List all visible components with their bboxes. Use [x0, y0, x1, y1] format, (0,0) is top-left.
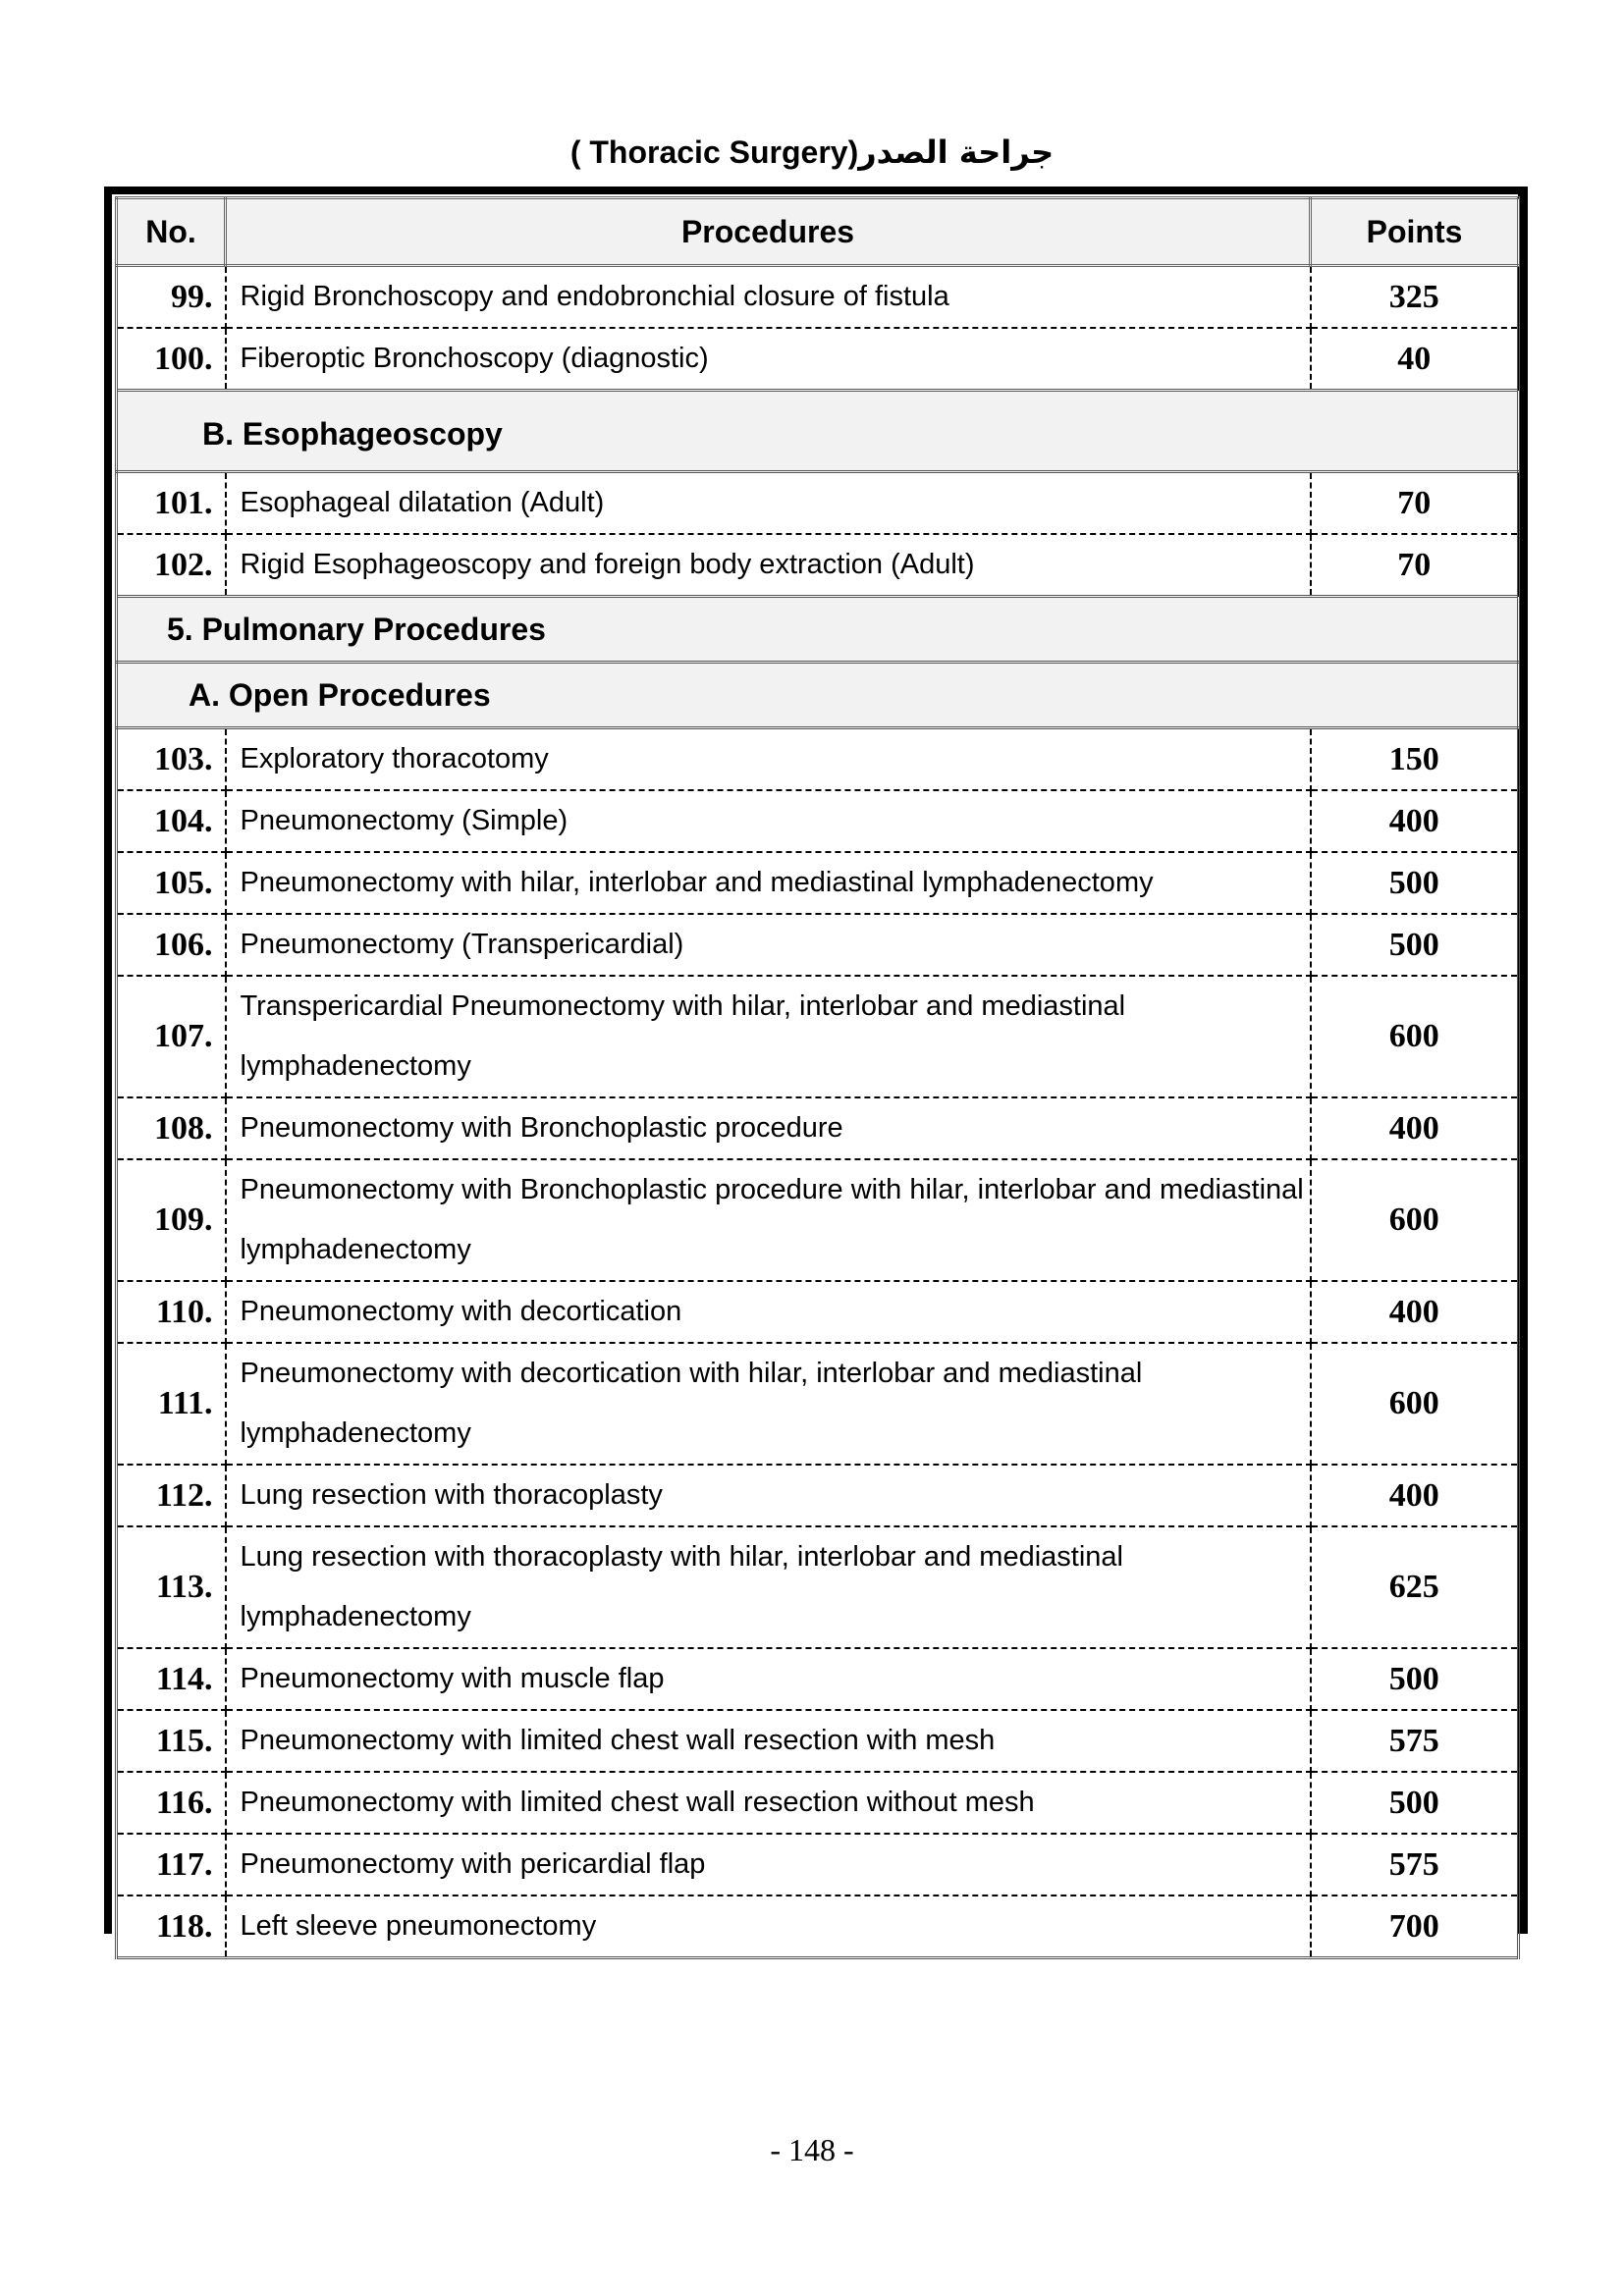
table-row [117, 1097, 1519, 1159]
section-row-pulmonary-procedures [117, 597, 1519, 663]
row-procedure: Pneumonectomy with pericardial flap [226, 1834, 1311, 1896]
row-points: 325 [1311, 266, 1519, 329]
row-points: 70 [1311, 472, 1519, 535]
procedures-table [115, 196, 1520, 1959]
row-procedure: Pneumonectomy (Transpericardial) [226, 914, 1311, 976]
table-row [117, 1648, 1519, 1710]
row-procedure: Pneumonectomy (Simple) [226, 790, 1311, 852]
row-number: 101. [117, 472, 226, 535]
row-procedure: Pneumonectomy with Bronchoplastic procedure with hilar, interlobar and mediastinal lymphadenectomy [226, 1159, 1311, 1281]
row-number: 118. [117, 1896, 226, 1958]
row-number: 115. [117, 1710, 226, 1772]
row-points: 500 [1311, 1648, 1519, 1710]
row-procedure: Exploratory thoracotomy [226, 728, 1311, 791]
row-number: 103. [117, 728, 226, 791]
section-heading: 5. Pulmonary Procedures [117, 597, 1519, 663]
section-heading: A. Open Procedures [117, 663, 1519, 728]
row-procedure: Pneumonectomy with decortication [226, 1281, 1311, 1343]
row-points: 600 [1311, 976, 1519, 1097]
row-number: 113. [117, 1526, 226, 1648]
row-number: 108. [117, 1097, 226, 1159]
table-row [117, 1343, 1519, 1465]
row-procedure: Pneumonectomy with limited chest wall resection without mesh [226, 1772, 1311, 1834]
row-number: 110. [117, 1281, 226, 1343]
page-title-arabic: جراحة الصدر [858, 133, 1055, 171]
section-row-open-procedures [117, 663, 1519, 728]
header-points: Points [1311, 198, 1519, 266]
row-procedure: Pneumonectomy with hilar, interlobar and mediastinal lymphadenectomy [226, 852, 1311, 914]
table-row [117, 976, 1519, 1097]
header-procedures: Procedures [226, 198, 1311, 266]
row-number: 117. [117, 1834, 226, 1896]
row-procedure: Rigid Esophageoscopy and foreign body extraction (Adult) [226, 534, 1311, 597]
row-procedure: Transpericardial Pneumonectomy with hilar, interlobar and mediastinal lymphadenectomy [226, 976, 1311, 1097]
table-row [117, 266, 1519, 329]
row-number: 107. [117, 976, 226, 1097]
row-procedure: Pneumonectomy with muscle flap [226, 1648, 1311, 1710]
table-row [117, 914, 1519, 976]
row-number: 105. [117, 852, 226, 914]
row-number: 106. [117, 914, 226, 976]
table-row [117, 1896, 1519, 1958]
row-number: 102. [117, 534, 226, 597]
page-title-english: ( Thoracic Surgery) [569, 134, 859, 170]
table-row [117, 728, 1519, 791]
row-points: 600 [1311, 1343, 1519, 1465]
row-procedure: Lung resection with thoracoplasty with hilar, interlobar and mediastinal lymphadenectomy [226, 1526, 1311, 1648]
row-number: 111. [117, 1343, 226, 1465]
row-points: 575 [1311, 1834, 1519, 1896]
row-points: 400 [1311, 790, 1519, 852]
row-points: 625 [1311, 1526, 1519, 1648]
row-points: 400 [1311, 1465, 1519, 1526]
row-procedure: Fiberoptic Bronchoscopy (diagnostic) [226, 328, 1311, 391]
table-row [117, 472, 1519, 535]
table-header-row [117, 198, 1519, 266]
row-number: 99. [117, 266, 226, 329]
table-row [117, 1526, 1519, 1648]
table-row [117, 1710, 1519, 1772]
table-row [117, 1834, 1519, 1896]
page-number: - 148 - [770, 2132, 854, 2167]
row-procedure: Rigid Bronchoscopy and endobronchial closure of fistula [226, 266, 1311, 329]
row-points: 500 [1311, 852, 1519, 914]
section-heading: B. Esophageoscopy [117, 391, 1519, 472]
row-points: 575 [1311, 1710, 1519, 1772]
header-no: No. [117, 198, 226, 266]
table-row [117, 1465, 1519, 1526]
row-points: 40 [1311, 328, 1519, 391]
row-procedure: Pneumonectomy with decortication with hilar, interlobar and mediastinal lymphadenectomy [226, 1343, 1311, 1465]
row-number: 114. [117, 1648, 226, 1710]
table-row [117, 852, 1519, 914]
table-row [117, 1281, 1519, 1343]
row-number: 100. [117, 328, 226, 391]
table-row [117, 534, 1519, 597]
row-points: 400 [1311, 1281, 1519, 1343]
row-number: 109. [117, 1159, 226, 1281]
section-row-esophageoscopy [117, 391, 1519, 472]
row-points: 400 [1311, 1097, 1519, 1159]
table-row [117, 328, 1519, 391]
row-points: 600 [1311, 1159, 1519, 1281]
row-procedure: Lung resection with thoracoplasty [226, 1465, 1311, 1526]
row-procedure: Esophageal dilatation (Adult) [226, 472, 1311, 535]
table-row [117, 790, 1519, 852]
row-points: 70 [1311, 534, 1519, 597]
row-number: 104. [117, 790, 226, 852]
page-title [0, 132, 1624, 173]
row-points: 500 [1311, 1772, 1519, 1834]
row-number: 112. [117, 1465, 226, 1526]
row-points: 700 [1311, 1896, 1519, 1958]
row-procedure: Pneumonectomy with limited chest wall resection with mesh [226, 1710, 1311, 1772]
table-row [117, 1159, 1519, 1281]
row-points: 150 [1311, 728, 1519, 791]
row-points: 500 [1311, 914, 1519, 976]
row-procedure: Pneumonectomy with Bronchoplastic procedure [226, 1097, 1311, 1159]
table-row [117, 1772, 1519, 1834]
row-number: 116. [117, 1772, 226, 1834]
row-procedure: Left sleeve pneumonectomy [226, 1896, 1311, 1958]
